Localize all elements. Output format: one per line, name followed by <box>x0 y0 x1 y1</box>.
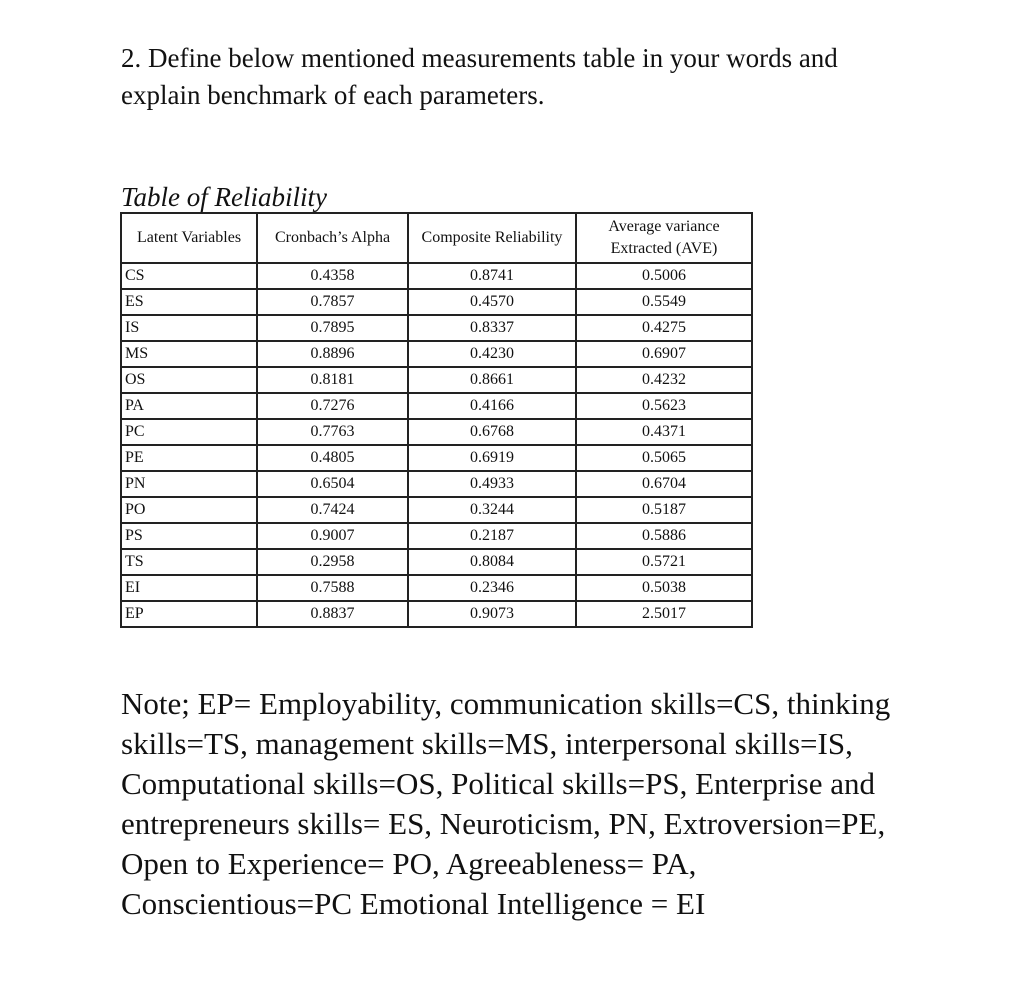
composite-reliability-cell: 0.4570 <box>408 289 576 315</box>
cronbachs-alpha-cell: 0.8181 <box>257 367 408 393</box>
ave-cell: 0.5721 <box>576 549 752 575</box>
header-cronbachs-alpha: Cronbach’s Alpha <box>257 213 408 263</box>
cronbachs-alpha-cell: 0.4805 <box>257 445 408 471</box>
ave-cell: 0.4275 <box>576 315 752 341</box>
cronbachs-alpha-cell: 0.2958 <box>257 549 408 575</box>
cronbachs-alpha-cell: 0.7857 <box>257 289 408 315</box>
table-row <box>121 263 752 289</box>
table-row <box>121 497 752 523</box>
latent-variable-cell: PC <box>121 419 257 445</box>
table-caption: Table of Reliability <box>121 182 327 212</box>
table-row <box>121 367 752 393</box>
latent-variable-cell: PO <box>121 497 257 523</box>
composite-reliability-cell: 0.8084 <box>408 549 576 575</box>
cronbachs-alpha-cell: 0.7424 <box>257 497 408 523</box>
ave-cell: 0.5187 <box>576 497 752 523</box>
cronbachs-alpha-cell: 0.6504 <box>257 471 408 497</box>
ave-cell: 0.4232 <box>576 367 752 393</box>
table-row <box>121 601 752 627</box>
cronbachs-alpha-cell: 0.8837 <box>257 601 408 627</box>
table-row <box>121 549 752 575</box>
composite-reliability-cell: 0.8337 <box>408 315 576 341</box>
ave-cell: 0.5065 <box>576 445 752 471</box>
cronbachs-alpha-cell: 0.8896 <box>257 341 408 367</box>
ave-cell: 0.6907 <box>576 341 752 367</box>
table-row <box>121 471 752 497</box>
ave-cell: 0.5886 <box>576 523 752 549</box>
composite-reliability-cell: 0.3244 <box>408 497 576 523</box>
latent-variable-cell: OS <box>121 367 257 393</box>
composite-reliability-cell: 0.2187 <box>408 523 576 549</box>
latent-variable-cell: PE <box>121 445 257 471</box>
latent-variable-cell: CS <box>121 263 257 289</box>
table-body <box>121 263 752 627</box>
latent-variable-cell: MS <box>121 341 257 367</box>
cronbachs-alpha-cell: 0.9007 <box>257 523 408 549</box>
ave-cell: 0.4371 <box>576 419 752 445</box>
header-composite-reliability: Composite Reliability <box>408 213 576 263</box>
composite-reliability-cell: 0.6919 <box>408 445 576 471</box>
latent-variable-cell: PA <box>121 393 257 419</box>
note-text: Note; EP= Employability, communication skills=CS, thinking skills=TS, management skills=MS, interpersonal skills=IS, Computational skills=OS, Political skills=PS, Enterprise and entrepreneurs skills= ES, Neuroticism, PN, Extroversion=PE, Open to Experience= PO, Agreeableness= PA, Conscientious=PC Emotional Intelligence = EI <box>121 686 891 921</box>
ave-cell: 0.6704 <box>576 471 752 497</box>
table-row <box>121 445 752 471</box>
table-row <box>121 315 752 341</box>
latent-variable-cell: IS <box>121 315 257 341</box>
latent-variable-cell: TS <box>121 549 257 575</box>
composite-reliability-cell: 0.6768 <box>408 419 576 445</box>
latent-variable-cell: EP <box>121 601 257 627</box>
header-latent-variables: Latent Variables <box>121 213 257 263</box>
table-row <box>121 575 752 601</box>
table-row <box>121 523 752 549</box>
composite-reliability-cell: 0.4166 <box>408 393 576 419</box>
composite-reliability-cell: 0.2346 <box>408 575 576 601</box>
table-header-row <box>121 213 752 263</box>
composite-reliability-cell: 0.8661 <box>408 367 576 393</box>
composite-reliability-cell: 0.8741 <box>408 263 576 289</box>
table-row <box>121 289 752 315</box>
cronbachs-alpha-cell: 0.7276 <box>257 393 408 419</box>
composite-reliability-cell: 0.4933 <box>408 471 576 497</box>
reliability-table <box>120 212 753 628</box>
ave-cell: 0.5623 <box>576 393 752 419</box>
latent-variable-cell: PN <box>121 471 257 497</box>
table-row <box>121 393 752 419</box>
cronbachs-alpha-cell: 0.4358 <box>257 263 408 289</box>
composite-reliability-cell: 0.4230 <box>408 341 576 367</box>
latent-variable-cell: EI <box>121 575 257 601</box>
latent-variable-cell: PS <box>121 523 257 549</box>
cronbachs-alpha-cell: 0.7763 <box>257 419 408 445</box>
latent-variable-cell: ES <box>121 289 257 315</box>
table-row <box>121 419 752 445</box>
table-row <box>121 341 752 367</box>
ave-cell: 2.5017 <box>576 601 752 627</box>
composite-reliability-cell: 0.9073 <box>408 601 576 627</box>
cronbachs-alpha-cell: 0.7895 <box>257 315 408 341</box>
question-text: 2. Define below mentioned measurements table in your words and explain benchmark of each parameters. <box>121 43 838 110</box>
ave-cell: 0.5006 <box>576 263 752 289</box>
ave-cell: 0.5038 <box>576 575 752 601</box>
ave-cell: 0.5549 <box>576 289 752 315</box>
cronbachs-alpha-cell: 0.7588 <box>257 575 408 601</box>
header-ave: Average variance Extracted (AVE) <box>576 213 752 263</box>
